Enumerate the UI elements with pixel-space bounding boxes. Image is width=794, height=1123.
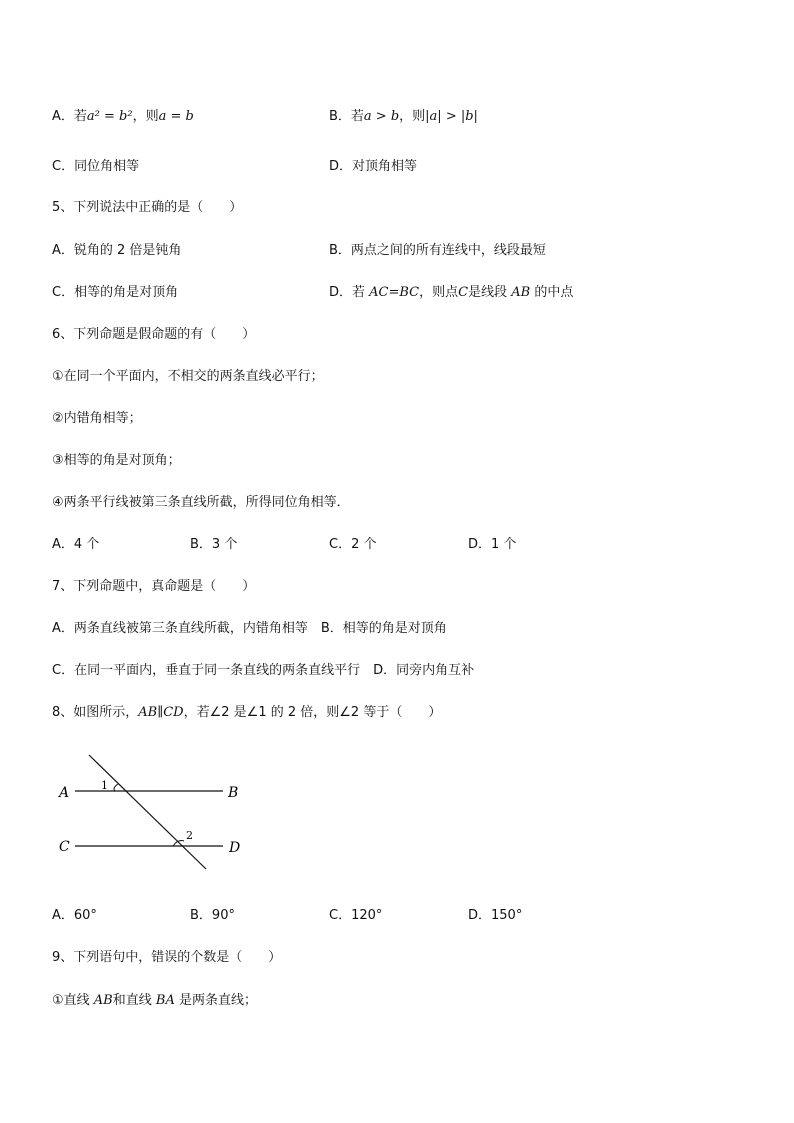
label-c: C bbox=[59, 839, 70, 855]
q8-stem-suffix: ，若∠2 是∠1 的 2 倍，则∠2 等于（ ） bbox=[183, 705, 442, 720]
q4-option-a-math2: a = b bbox=[158, 109, 194, 124]
q6-option-a: A．4 个 bbox=[52, 537, 100, 552]
q8-stem-math: AB∥CD bbox=[138, 705, 184, 720]
q8-option-c: C．120° bbox=[329, 908, 383, 923]
q6-statement-2: ②内错角相等； bbox=[52, 411, 142, 426]
q8-option-b: B．90° bbox=[190, 908, 235, 923]
q5-option-d-mid2: 是线段 bbox=[468, 285, 508, 300]
q5-option-d-math: AC=BC bbox=[369, 285, 420, 300]
q8-option-d: D．150° bbox=[468, 908, 523, 923]
q9-statement-1-math2: BA bbox=[155, 993, 175, 1008]
q9-statement-1 bbox=[52, 992, 257, 1010]
q4-option-b-math2: |a| > |b| bbox=[425, 109, 478, 124]
q7-options-cd: C．在同一平面内，垂直于同一条直线的两条直线平行 D．同旁内角互补 bbox=[52, 663, 475, 678]
q5-option-a: A．锐角的 2 倍是钝角 bbox=[52, 243, 182, 258]
q4-option-d: D．对顶角相等 bbox=[329, 159, 418, 174]
q4-option-b-math: a > b bbox=[363, 109, 400, 124]
q6-statement-1: ①在同一个平面内，不相交的两条直线必平行； bbox=[52, 369, 324, 384]
q5-option-b: B．两点之间的所有连线中，线段最短 bbox=[329, 243, 546, 258]
label-a: A bbox=[59, 785, 70, 801]
q5-option-c: C．相等的角是对顶角 bbox=[52, 285, 179, 300]
label-b: B bbox=[228, 785, 239, 801]
label-d: D bbox=[229, 840, 241, 856]
q4-option-b-mid: ，则 bbox=[399, 109, 426, 124]
q5-stem: 5、下列说法中正确的是（ ） bbox=[52, 200, 243, 215]
q6-statement-3: ③相等的角是对顶角； bbox=[52, 453, 181, 468]
label-angle-1: 1 bbox=[101, 779, 108, 792]
q6-option-d: D．1 个 bbox=[468, 537, 517, 552]
q5-option-d-math3: AB bbox=[511, 285, 531, 300]
q9-stem: 9、下列语句中，错误的个数是（ ） bbox=[52, 950, 282, 965]
q5-option-d-math2: C bbox=[458, 285, 469, 300]
q4-option-a-prefix: A．若 bbox=[52, 109, 87, 124]
q6-option-b: B．3 个 bbox=[190, 537, 238, 552]
q4-option-a-mid: ，则 bbox=[132, 109, 159, 124]
angle-1-arc bbox=[114, 784, 118, 791]
q8-stem-prefix: 8、如图所示， bbox=[52, 705, 139, 720]
q7-stem: 7、下列命题中，真命题是（ ） bbox=[52, 579, 256, 594]
q6-stem: 6、下列命题是假命题的有（ ） bbox=[52, 327, 256, 342]
q9-statement-1-math: AB bbox=[93, 993, 113, 1008]
q4-option-a-math: a² = b² bbox=[86, 109, 133, 124]
q5-option-d-suffix: 的中点 bbox=[534, 285, 574, 300]
q6-statement-4: ④两条平行线被第三条直线所截，所得同位角相等． bbox=[52, 495, 350, 510]
q4-option-b-prefix: B．若 bbox=[329, 109, 364, 124]
q6-option-c: C．2 个 bbox=[329, 537, 377, 552]
q9-statement-1-prefix: ①直线 bbox=[52, 993, 90, 1008]
q7-options-ab: A．两条直线被第三条直线所截，内错角相等 B．相等的角是对顶角 bbox=[52, 621, 447, 636]
q4-option-c: C．同位角相等 bbox=[52, 159, 140, 174]
label-angle-2: 2 bbox=[186, 829, 193, 842]
q8-option-a: A．60° bbox=[52, 908, 97, 923]
q5-option-d-prefix: D．若 bbox=[329, 285, 366, 300]
q9-statement-1-mid: 和直线 bbox=[112, 993, 152, 1008]
q9-statement-1-suffix: 是两条直线； bbox=[179, 993, 258, 1008]
transversal-line bbox=[89, 755, 206, 869]
q5-option-d-mid: ，则点 bbox=[419, 285, 459, 300]
